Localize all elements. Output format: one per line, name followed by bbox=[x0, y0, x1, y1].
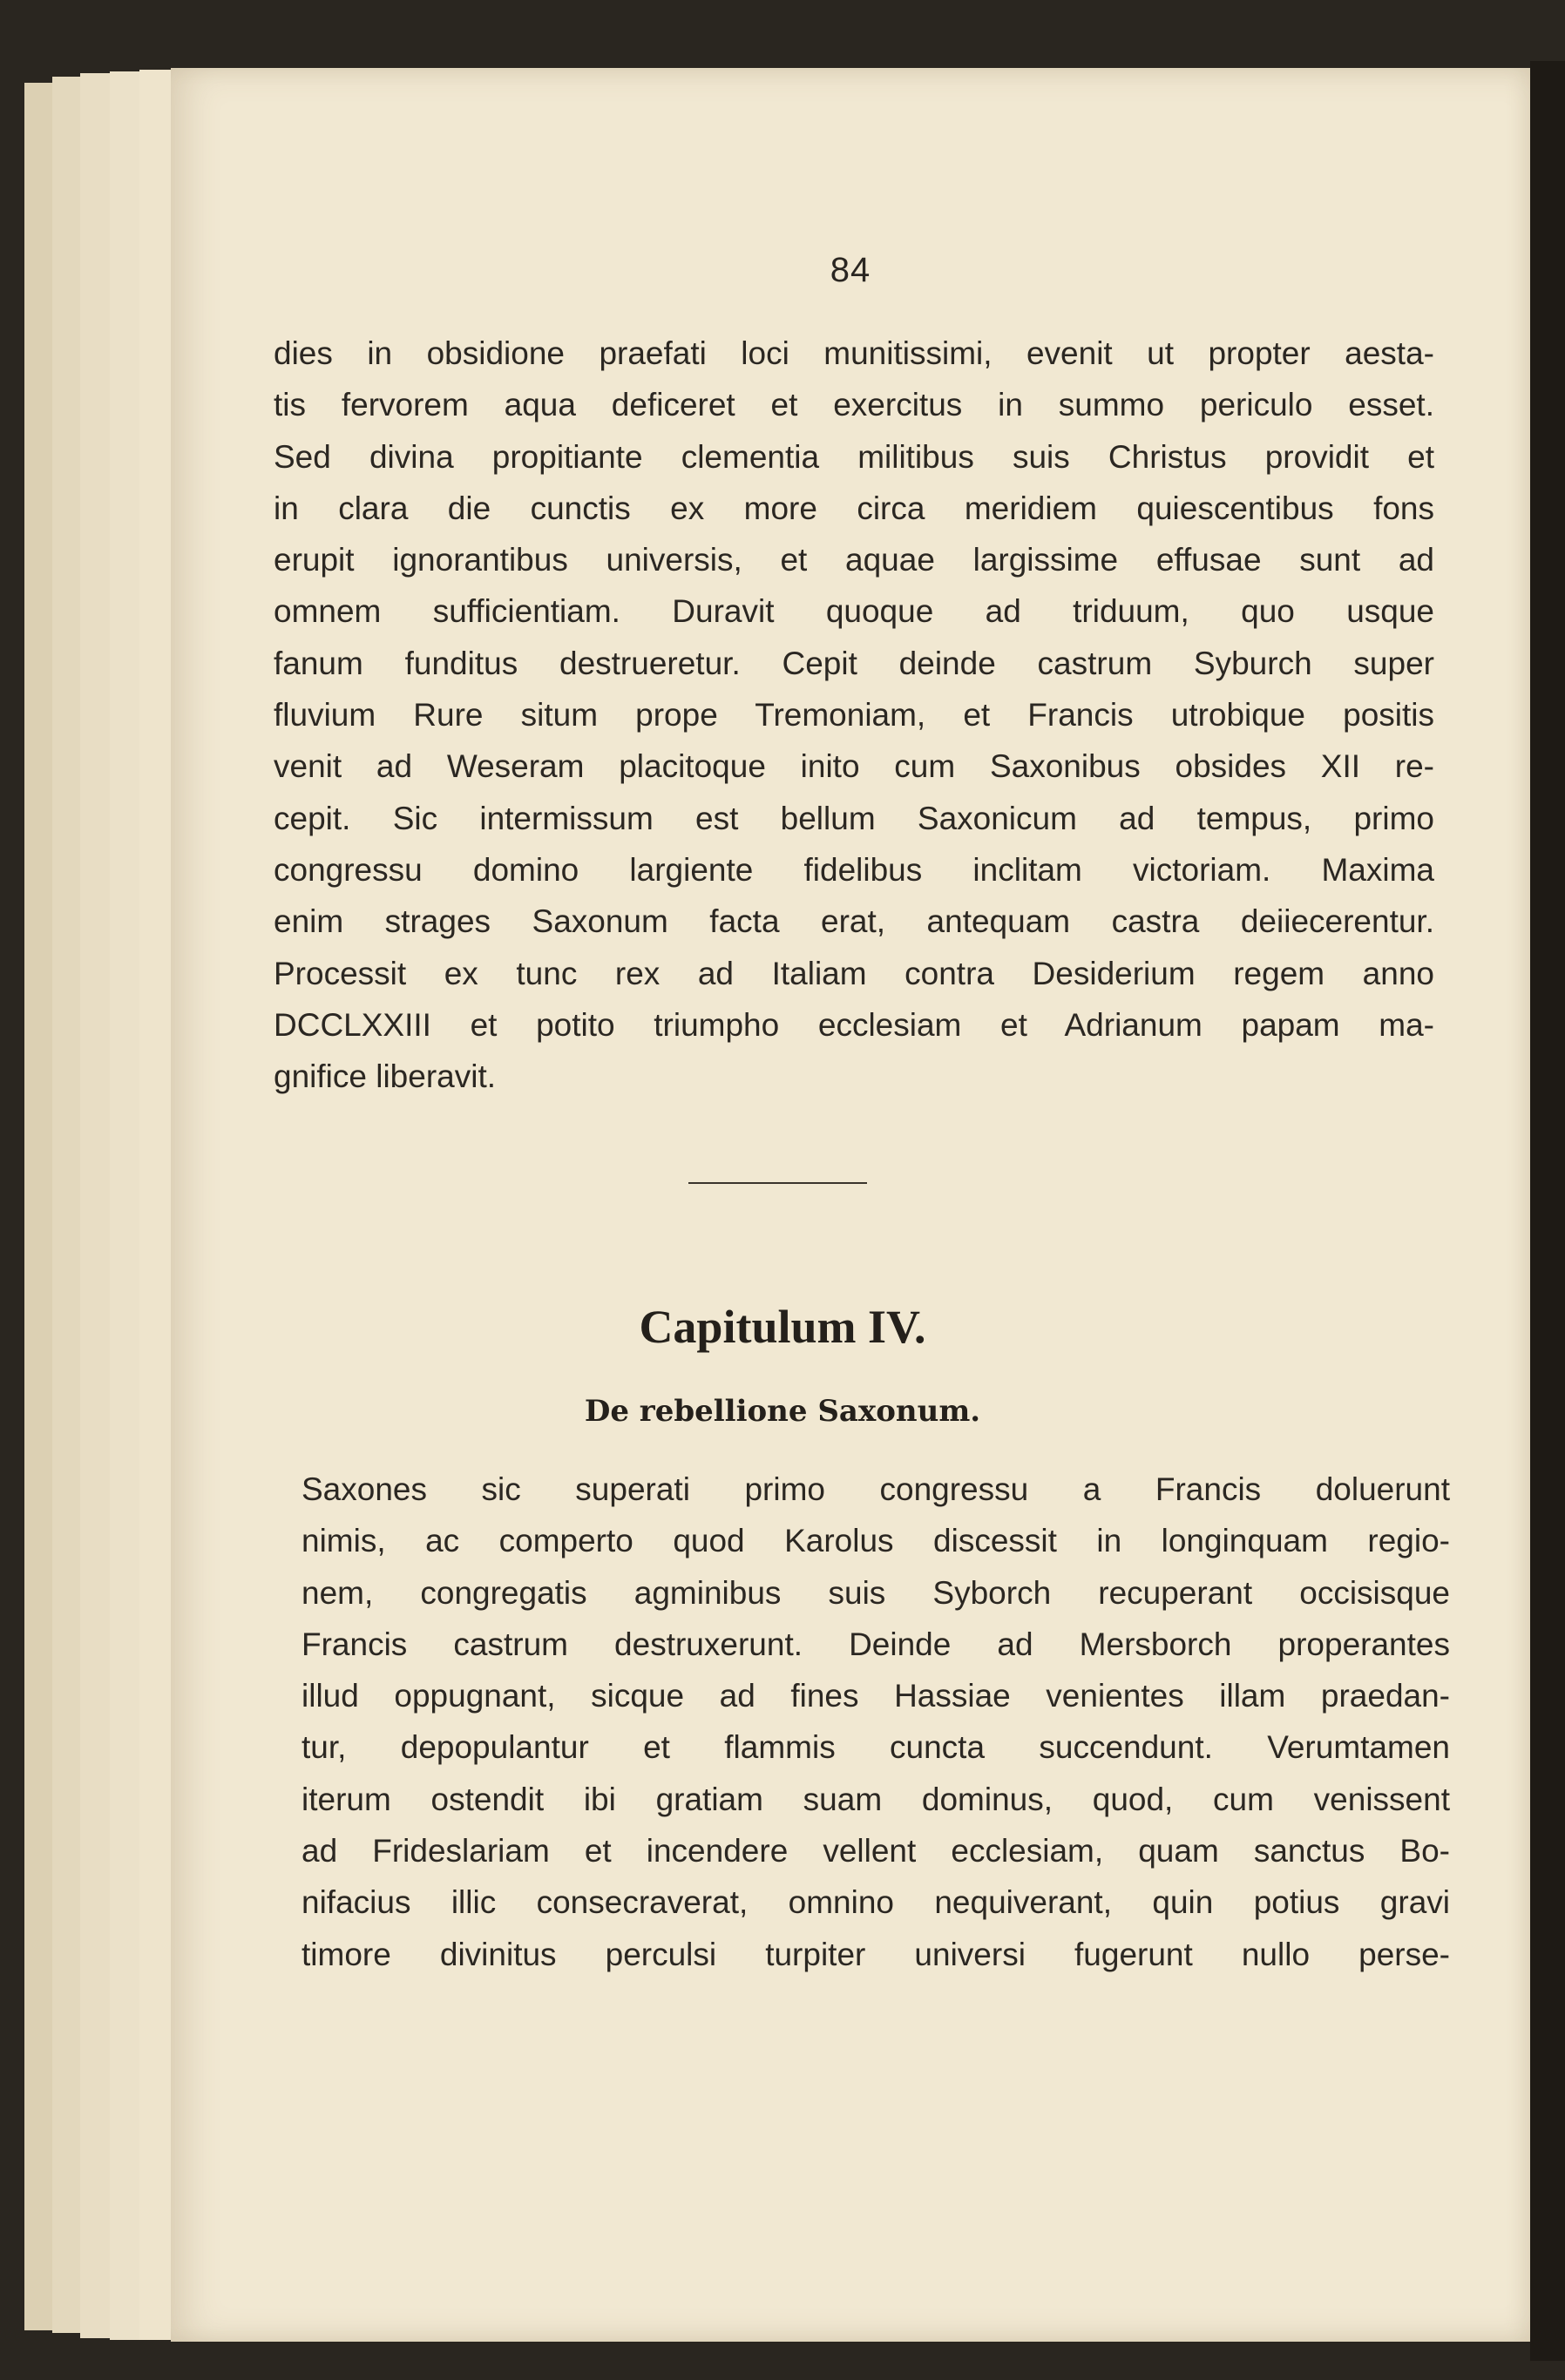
paragraph-2 bbox=[301, 1464, 1450, 1980]
chapter-title: Capitulum IV. bbox=[639, 1301, 926, 1353]
text-line: Francis castrum destruxerunt. Deinde ad Mersborch properantes bbox=[301, 1626, 1450, 1662]
paragraph-1 bbox=[274, 328, 1434, 1102]
text-line: iterum ostendit ibi gratiam suam dominus, quod, cum venissent bbox=[301, 1781, 1450, 1817]
text-line: nem, congregatis agminibus suis Syborch recuperant occisisque bbox=[301, 1574, 1450, 1611]
text-line: nifacius illic consecraverat, omnino nequiverant, quin potius gravi bbox=[301, 1884, 1450, 1921]
text-line: gnifice liberavit. bbox=[274, 1058, 497, 1095]
text-line: in clara die cunctis ex more circa meridiem quiescentibus fons bbox=[274, 490, 1434, 526]
chapter-subtitle: De rebellione Saxonum. bbox=[584, 1394, 981, 1429]
text-line: illud oppugnant, sicque ad fines Hassiae venientes illam praedan- bbox=[301, 1678, 1450, 1714]
text-line: timore divinitus perculsi turpiter universi fugerunt nullo perse- bbox=[301, 1936, 1450, 1972]
text-line: erupit ignorantibus universis, et aquae largissime effusae sunt ad bbox=[274, 542, 1434, 578]
text-line: Sed divina propitiante clementia militibus suis Christus providit et bbox=[274, 438, 1434, 475]
text-line: Processit ex tunc rex ad Italiam contra Desiderium regem anno bbox=[274, 955, 1434, 991]
text-line: nimis, ac comperto quod Karolus discessit in longinquam regio- bbox=[301, 1523, 1450, 1559]
text-line: tis fervorem aqua deficeret et exercitus in summo periculo esset. bbox=[274, 387, 1434, 423]
text-line: fanum funditus destrueretur. Cepit deinde castrum Syburch super bbox=[274, 645, 1434, 681]
text-line: venit ad Weseram placitoque inito cum Saxonibus obsides XII re- bbox=[274, 748, 1434, 785]
text-line: tur, depopulantur et flammis cuncta succendunt. Verumtamen bbox=[301, 1729, 1450, 1766]
page-number: 84 bbox=[830, 251, 871, 289]
text-line: enim strages Saxonum facta erat, antequam castra deiiecerentur. bbox=[274, 903, 1434, 940]
text-line: fluvium Rure situm prope Tremoniam, et Francis utrobique positis bbox=[274, 697, 1434, 734]
section-divider bbox=[688, 1182, 867, 1184]
text-line: DCCLXXIII et potito triumpho ecclesiam et Adrianum papam ma- bbox=[274, 1006, 1434, 1043]
background-strip bbox=[1530, 61, 1565, 2361]
text-line: congressu domino largiente fidelibus inclitam victoriam. Maxima bbox=[274, 851, 1434, 888]
text-line: omnem sufficientiam. Duravit quoque ad triduum, quo usque bbox=[274, 593, 1434, 630]
text-line: dies in obsidione praefati loci munitissimi, evenit ut propter aesta- bbox=[274, 335, 1434, 371]
text-line: ad Frideslariam et incendere vellent ecclesiam, quam sanctus Bo- bbox=[301, 1833, 1450, 1870]
text-line: Saxones sic superati primo congressu a Francis doluerunt bbox=[301, 1471, 1450, 1507]
text-line: cepit. Sic intermissum est bellum Saxonicum ad tempus, primo bbox=[274, 800, 1434, 836]
